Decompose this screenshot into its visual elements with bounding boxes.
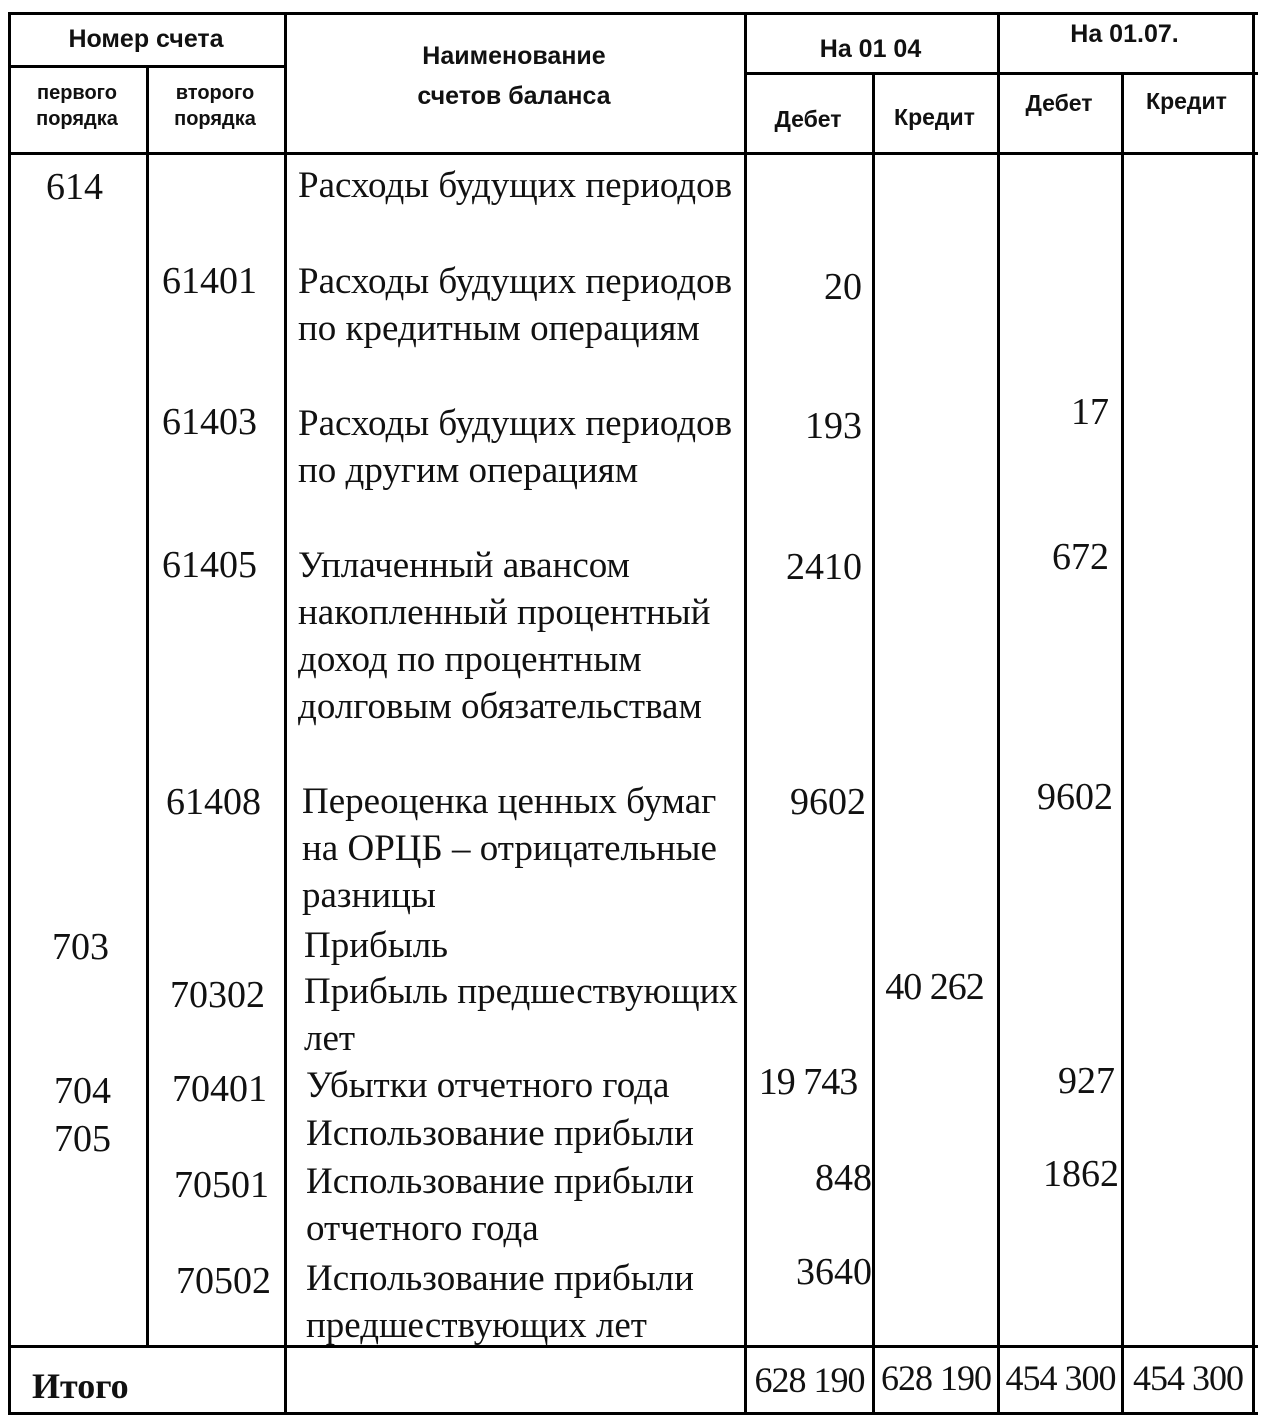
row-70302-name: Прибыль предшествующих лет [304,971,738,1059]
header-debit-1: Дебет [774,106,842,132]
row-61403-second-code: 61403 [162,401,257,443]
row-61405-second-code: 61405 [162,544,257,586]
header-credit-2: Кредит [1146,88,1227,114]
row-61408-debit-2: 9602 [1037,776,1113,818]
table-border-left [8,12,11,1415]
row-70401-debit-1: 19 743 [758,1061,858,1103]
table-border-bottom [8,1412,1258,1415]
header-account-name-line2: счетов баланса [417,82,611,110]
row-61403-name: Расходы будущих периодов по другим операциям [298,403,733,491]
row-61403-debit-1: 193 [805,405,862,447]
row-705-name: Использование прибыли [306,1113,694,1154]
header-second-order-line2: порядка [174,108,256,130]
col-divider-d2-c2 [1121,72,1124,1415]
row-70401-debit-2: 927 [1058,1060,1115,1102]
row-703-first-code: 703 [52,926,109,968]
header-first-order-line1: первого [37,82,117,104]
total-credit-2: 454 300 [1133,1358,1243,1398]
header-second-order [146,80,284,132]
row-70501-name: Использование прибыли отчетного года [306,1161,694,1249]
row-70502-second-code: 70502 [176,1260,271,1302]
row-703-name: Прибыль [304,925,449,966]
row-70302-credit-1: 40 262 [885,966,984,1008]
header-account-name [284,36,744,116]
header-account-name-line1: Наименование [422,42,606,70]
header-period-1: На 01 04 [819,35,922,63]
row-61405-debit-1: 2410 [786,546,862,588]
row-70401-second-code: 70401 [172,1068,267,1110]
row-70501-second-code: 70501 [174,1164,269,1206]
total-credit-1: 628 190 [881,1358,991,1398]
col-divider-d1-c1 [872,72,875,1415]
row-61401-debit-1: 20 [824,266,862,308]
row-70501-debit-1: 848 [815,1157,872,1199]
col-divider-second-name [284,12,287,1415]
row-614-name: Расходы будущих периодов [298,165,733,206]
row-61408-name: Переоценка ценных бумаг на ОРЦБ – отрицательные разницы [302,781,717,916]
row-70401-name: Убытки отчетного года [306,1065,670,1106]
total-debit-1: 628 190 [754,1360,865,1400]
row-70502-debit-1: 3640 [796,1251,872,1293]
row-705-first-code: 705 [54,1118,111,1160]
row-614-first-code: 614 [46,166,103,208]
total-debit-2: 454 300 [1005,1358,1116,1398]
row-70502-name: Использование прибыли предшествующих лет [306,1258,694,1346]
row-70501-debit-2: 1862 [1043,1153,1119,1195]
row-61401-name: Расходы будущих периодов по кредитным операциям [298,261,733,349]
total-label: Итого [32,1366,129,1406]
header-second-order-line1: второго [175,82,255,104]
row-61405-name: Уплаченный авансом накопленный процентный доход по процентным долговым обязательствам [298,545,711,727]
table-border-top [8,12,1258,15]
header-subline-periods [744,72,1258,75]
col-divider-c1-d2 [997,12,1000,1415]
header-debit-2: Дебет [1025,90,1093,116]
row-704-first-code: 704 [54,1070,111,1112]
header-credit-1: Кредит [894,104,975,130]
row-70302-second-code: 70302 [170,974,265,1016]
row-61408-debit-1: 9602 [790,781,866,823]
row-61403-debit-2: 17 [1071,391,1109,433]
header-account-number: Номер счета [68,25,224,53]
header-period-2: На 01.07. [1070,20,1179,48]
table-border-right [1252,12,1255,1415]
row-61401-second-code: 61401 [162,260,257,302]
col-divider-first-second [146,65,149,1348]
header-bottom-line [8,152,1258,155]
header-first-order-line2: порядка [36,108,118,130]
header-first-order [8,80,146,132]
row-61408-second-code: 61408 [166,781,261,823]
row-61405-debit-2: 672 [1052,536,1109,578]
